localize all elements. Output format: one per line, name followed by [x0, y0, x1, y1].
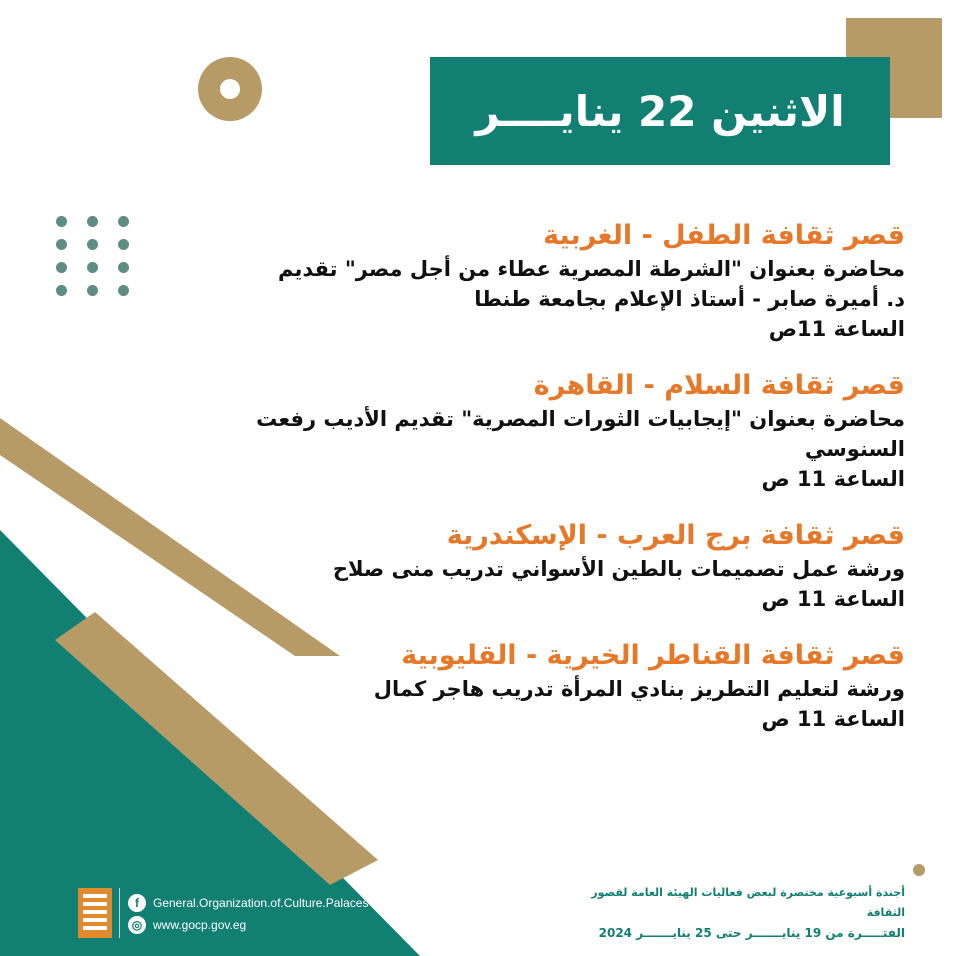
facebook-link[interactable]	[128, 894, 368, 912]
facebook-handle: General.Organization.of.Culture.Palaces	[153, 896, 369, 910]
dot	[56, 216, 67, 227]
event-venue: قصر ثقافة السلام - القاهرة	[533, 370, 905, 401]
event-description: محاضرة بعنوان "إيجابيات الثورات المصرية" تقديم الأديب رفعت السنوسي	[256, 407, 905, 461]
gold-ring-hole	[220, 79, 240, 99]
event-venue: قصر ثقافة الطفل - الغربية	[543, 220, 905, 251]
dot	[87, 285, 98, 296]
small-gold-dot	[913, 864, 925, 876]
date-title: الاثنين 22 ينايــــر	[475, 86, 845, 136]
event-description: محاضرة بعنوان "الشرطة المصرية عطاء من أجل مصر" تقديم	[278, 257, 905, 281]
gocp-logo	[78, 888, 112, 938]
date-banner	[430, 57, 890, 165]
footer-divider	[119, 888, 120, 938]
logo-mark-icon	[80, 890, 110, 934]
event-venue: قصر ثقافة برج العرب - الإسكندرية	[446, 520, 905, 551]
dot	[118, 285, 129, 296]
events-list	[150, 218, 905, 758]
event-description: د. أميرة صابر - أستاذ الإعلام بجامعة طنطا	[474, 287, 905, 311]
event-venue: قصر ثقافة القناطر الخيرية - القليوبية	[401, 640, 905, 671]
event-time: الساعة 11 ص	[761, 587, 905, 611]
dot	[118, 216, 129, 227]
globe-icon: ◎	[128, 916, 146, 934]
event-item	[150, 638, 905, 734]
event-item	[150, 218, 905, 344]
dot	[87, 239, 98, 250]
event-time: الساعة 11ص	[768, 317, 905, 341]
event-time: الساعة 11 ص	[761, 707, 905, 731]
agenda-period: الفتـــــرة من 19 ينايـــــــر حتى 25 ينايـــــــر 2024	[598, 926, 905, 940]
event-item	[150, 368, 905, 494]
dot	[118, 262, 129, 273]
dot	[56, 262, 67, 273]
dot	[56, 239, 67, 250]
dot-grid-decoration	[56, 216, 136, 296]
dot	[56, 285, 67, 296]
agenda-note: أجندة أسبوعية مختصرة لبعض فعاليات الهيئة العامة لقصور الثقافة	[591, 886, 905, 919]
dot	[118, 239, 129, 250]
agenda-info	[560, 883, 905, 943]
website-url: www.gocp.gov.eg	[153, 918, 247, 932]
dot	[87, 262, 98, 273]
website-link[interactable]	[128, 916, 246, 934]
event-item	[150, 518, 905, 614]
event-description: ورشة عمل تصميمات بالطين الأسواني تدريب منى صلاح	[332, 557, 905, 581]
facebook-icon: f	[128, 894, 146, 912]
gold-ring-decoration	[198, 57, 262, 121]
event-time: الساعة 11 ص	[761, 467, 905, 491]
dot	[87, 216, 98, 227]
event-description: ورشة لتعليم التطريز بنادي المرأة تدريب هاجر كمال	[373, 677, 905, 701]
